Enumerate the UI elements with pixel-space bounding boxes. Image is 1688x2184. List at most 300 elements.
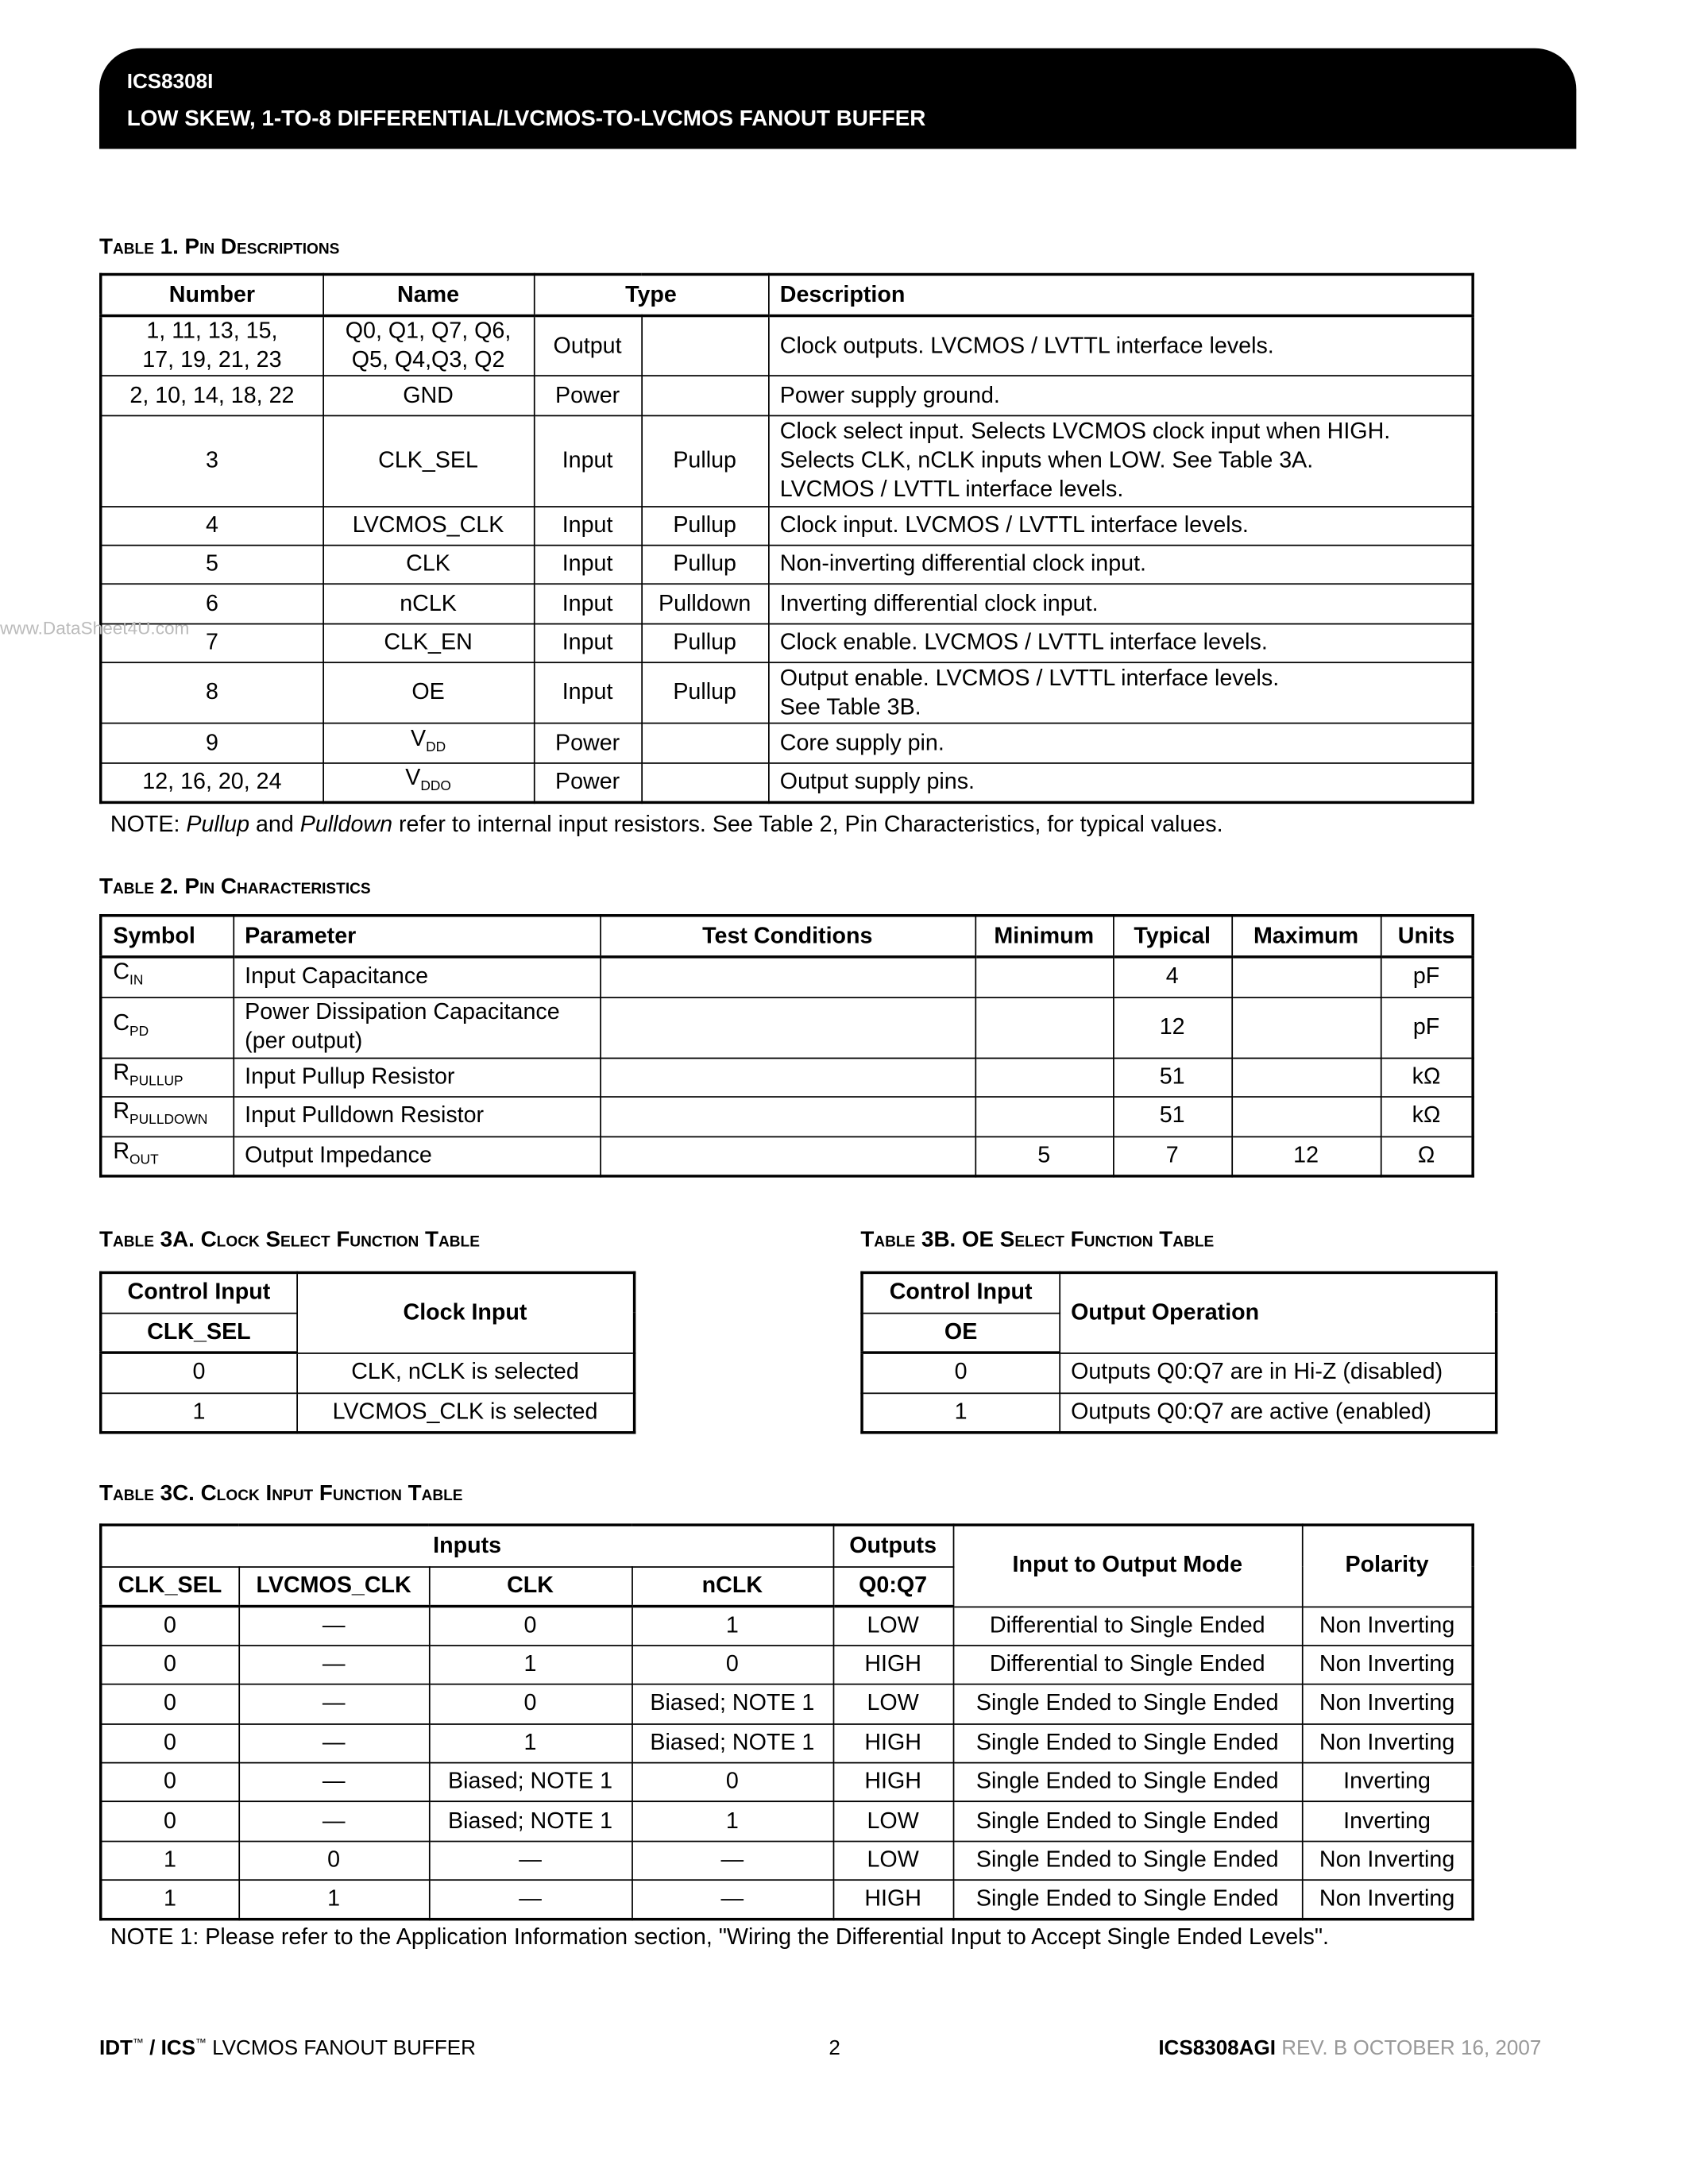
nclk-cell xyxy=(632,1802,832,1841)
result-value xyxy=(1059,1392,1496,1432)
result-value-text: Outputs Q0:Q7 are in Hi-Z (disabled) xyxy=(1071,1359,1443,1385)
pin-name xyxy=(323,662,534,723)
clk-sel-cell-text: 0 xyxy=(163,1769,176,1795)
clk-cell-text: 1 xyxy=(523,1651,537,1677)
nclk-cell xyxy=(632,1763,832,1802)
table-row xyxy=(101,584,1473,623)
polarity-cell-text: Non Inverting xyxy=(1319,1612,1455,1638)
polarity-cell-text: Non Inverting xyxy=(1319,1691,1455,1716)
polarity-cell xyxy=(1302,1763,1473,1802)
pin-resistor xyxy=(641,584,768,623)
clk-sel-cell xyxy=(101,1607,239,1646)
typical-text: 51 xyxy=(1159,1063,1185,1089)
symbol xyxy=(101,1136,234,1176)
symbol xyxy=(101,997,234,1057)
control-value xyxy=(101,1392,297,1432)
pin-name-text: OE xyxy=(411,679,445,705)
mode-cell-text: Single Ended to Single Ended xyxy=(975,1808,1279,1834)
col-header-text: CLK xyxy=(507,1572,554,1598)
test-conditions xyxy=(600,997,975,1057)
control-value xyxy=(862,1352,1059,1392)
pin-name xyxy=(323,507,534,546)
lvcmos-clk-cell-text: — xyxy=(322,1808,346,1834)
lvcmos-clk-cell xyxy=(238,1841,429,1880)
mode-cell-text: Single Ended to Single Ended xyxy=(975,1691,1279,1716)
lvcmos-clk-cell-text: — xyxy=(322,1651,346,1677)
col-header-text: Test Conditions xyxy=(702,923,873,948)
symbol-subscript: IN xyxy=(129,974,144,990)
maximum-text: 12 xyxy=(1293,1142,1319,1168)
footer-right xyxy=(1158,2036,1541,2060)
clk-sel-cell-text: 0 xyxy=(163,1691,176,1716)
minimum xyxy=(975,997,1113,1057)
symbol-text: R xyxy=(113,1098,130,1124)
polarity-cell-text: Non Inverting xyxy=(1319,1730,1455,1755)
control-value xyxy=(101,1352,297,1392)
table-row xyxy=(101,763,1473,802)
col-header-text: Maximum xyxy=(1253,923,1359,948)
header-banner xyxy=(99,48,1576,149)
mode-cell xyxy=(953,1763,1302,1802)
pin-type xyxy=(534,624,641,663)
table3c-title: Table 3C. Clock Input Function Table xyxy=(98,1482,463,1506)
note-pulldown: Pulldown xyxy=(299,812,393,837)
nclk-cell xyxy=(632,1684,832,1723)
parameter xyxy=(233,997,600,1057)
pin-description-text: Power supply ground. xyxy=(779,382,1000,408)
table-row xyxy=(101,1881,1473,1920)
output-cell xyxy=(833,1723,953,1762)
note-rest: refer to internal input resistors. See Table 2, Pin Characteristics, for typical values. xyxy=(392,812,1223,837)
clk-sel-cell xyxy=(101,1646,239,1684)
pin-number xyxy=(101,507,323,546)
table-row xyxy=(101,957,1473,997)
output-cell xyxy=(833,1763,953,1802)
table3c-note: NOTE 1: Please refer to the Application Information section, "Wiring the Differential Input to Accept Single Ended Levels". xyxy=(110,1924,1329,1950)
pin-resistor-text: Pullup xyxy=(673,448,736,473)
parameter xyxy=(233,1136,600,1176)
lvcmos-clk-cell-text: — xyxy=(322,1613,346,1638)
polarity-cell xyxy=(1302,1881,1473,1920)
col-header xyxy=(600,916,975,957)
product-name: LVCMOS FANOUT BUFFER xyxy=(206,2036,476,2060)
mode-cell-text: Single Ended to Single Ended xyxy=(975,1886,1279,1912)
clk-cell-text: Biased; NOTE 1 xyxy=(448,1769,613,1795)
output-cell xyxy=(833,1881,953,1920)
clk-cell-text: — xyxy=(519,1886,542,1912)
col-header: Control Input xyxy=(101,1272,297,1312)
pin-resistor-text: Pullup xyxy=(673,630,736,655)
mode-cell xyxy=(953,1646,1302,1684)
typical-text: 51 xyxy=(1159,1102,1185,1129)
clk-sel-cell xyxy=(101,1723,239,1762)
polarity-cell xyxy=(1302,1802,1473,1841)
pin-type xyxy=(534,507,641,546)
col-header xyxy=(1231,916,1380,957)
pin-description xyxy=(768,763,1473,802)
nclk-cell xyxy=(632,1881,832,1920)
pin-description-text: Clock outputs. LVCMOS / LVTTL interface levels. xyxy=(779,333,1274,358)
symbol-text: R xyxy=(113,1059,130,1085)
parameter-text: Input Capacitance xyxy=(245,963,429,990)
trademark: ™ xyxy=(132,2036,144,2049)
control-value xyxy=(862,1392,1059,1432)
symbol-subscript: OUT xyxy=(129,1152,159,1168)
pin-resistor xyxy=(641,376,768,415)
maximum xyxy=(1231,1096,1380,1136)
output-cell xyxy=(833,1607,953,1646)
symbol-text: R xyxy=(113,1138,130,1163)
nclk-cell-text: Biased; NOTE 1 xyxy=(650,1691,815,1716)
pin-description-text: Core supply pin. xyxy=(779,730,944,755)
clk-cell-text: — xyxy=(519,1847,542,1873)
symbol xyxy=(101,1058,234,1097)
lvcmos-clk-cell xyxy=(238,1881,429,1920)
col-header: Type xyxy=(534,274,768,315)
pin-description xyxy=(768,376,1473,415)
col-header: Number xyxy=(101,274,323,315)
parameter-text: Input Pulldown Resistor xyxy=(245,1102,485,1129)
output-cell-text: HIGH xyxy=(864,1769,921,1795)
mode-cell xyxy=(953,1881,1302,1920)
col-header xyxy=(101,1566,239,1606)
pin-type xyxy=(534,584,641,623)
table-row xyxy=(101,1058,1473,1097)
pin-resistor-text: Pullup xyxy=(673,679,736,705)
polarity-cell-text: Inverting xyxy=(1343,1769,1431,1795)
col-header: Outputs xyxy=(833,1525,953,1566)
table-row xyxy=(101,1136,1473,1176)
clk-sel-cell-text: 0 xyxy=(163,1613,176,1638)
pin-number xyxy=(101,415,323,507)
pin-description xyxy=(768,584,1473,623)
mode-cell-text: Differential to Single Ended xyxy=(989,1651,1265,1677)
pin-name xyxy=(323,546,534,585)
typical-text: 4 xyxy=(1165,963,1179,990)
document-title: LOW SKEW, 1-TO-8 DIFFERENTIAL/LVCMOS-TO-LVCMOS FANOUT BUFFER xyxy=(126,107,926,131)
col-header: Name xyxy=(323,274,534,315)
output-cell xyxy=(833,1684,953,1723)
pin-resistor-text: Pullup xyxy=(673,551,736,577)
lvcmos-clk-cell-text: — xyxy=(322,1730,346,1755)
col-header xyxy=(1381,916,1473,957)
clk-cell-text: 1 xyxy=(523,1730,537,1755)
lvcmos-clk-cell-text: 1 xyxy=(327,1886,341,1912)
control-value-text: 1 xyxy=(954,1399,968,1424)
clk-cell xyxy=(429,1646,632,1684)
minimum xyxy=(975,1136,1113,1176)
table-row xyxy=(862,1352,1497,1392)
pin-description xyxy=(768,624,1473,663)
pin-name xyxy=(323,723,534,763)
pin-type-text: Output xyxy=(553,333,622,358)
pin-type xyxy=(534,376,641,415)
note-and: and xyxy=(249,812,300,837)
units-text: pF xyxy=(1412,1013,1440,1040)
pin-number-text: 5 xyxy=(205,551,218,577)
table-row xyxy=(101,662,1473,723)
output-cell-text: HIGH xyxy=(864,1730,921,1755)
col-header: Inputs xyxy=(101,1525,833,1566)
output-cell-text: LOW xyxy=(867,1847,919,1873)
pin-resistor xyxy=(641,723,768,763)
clk-cell-text: Biased; NOTE 1 xyxy=(448,1808,613,1834)
pin-number xyxy=(101,763,323,802)
nclk-cell-text: 1 xyxy=(725,1808,739,1834)
table1-note xyxy=(110,812,1223,839)
clk-cell xyxy=(429,1763,632,1802)
table-row xyxy=(101,1684,1473,1723)
symbol-subscript: PULLUP xyxy=(129,1073,183,1089)
clk-cell xyxy=(429,1802,632,1841)
pin-number-text: 6 xyxy=(205,590,218,616)
output-cell xyxy=(833,1841,953,1880)
pin-description-text: Inverting differential clock input. xyxy=(779,590,1099,616)
col-header-text: CLK_SEL xyxy=(118,1572,222,1598)
typical xyxy=(1113,1136,1231,1176)
lvcmos-clk-cell xyxy=(238,1802,429,1841)
pin-name-subscript: DDO xyxy=(420,778,451,794)
table-row xyxy=(101,1802,1473,1841)
units-text: kΩ xyxy=(1412,1102,1441,1129)
minimum xyxy=(975,957,1113,997)
brand-idt: IDT xyxy=(98,2036,133,2060)
pin-name xyxy=(323,763,534,802)
table-row xyxy=(101,1841,1473,1880)
pin-type-text: Input xyxy=(562,512,613,538)
revision-date: REV. B OCTOBER 16, 2007 xyxy=(1275,2036,1542,2060)
lvcmos-clk-cell-text: — xyxy=(322,1769,346,1795)
symbol-text: C xyxy=(113,959,130,986)
mode-cell xyxy=(953,1841,1302,1880)
clk-sel-cell-text: 0 xyxy=(163,1730,176,1755)
lvcmos-clk-cell xyxy=(238,1607,429,1646)
parameter-text: Output Impedance xyxy=(245,1142,432,1168)
clk-sel-cell xyxy=(101,1881,239,1920)
col-header-text: LVCMOS_CLK xyxy=(256,1572,411,1598)
pin-name-text: CLK xyxy=(406,551,450,577)
table-row xyxy=(101,316,1473,376)
clk-sel-cell xyxy=(101,1802,239,1841)
clk-cell-text: 0 xyxy=(523,1613,537,1638)
pin-number xyxy=(101,376,323,415)
clk-cell xyxy=(429,1841,632,1880)
pin-type-text: Input xyxy=(562,630,613,655)
table-row xyxy=(101,1607,1473,1646)
test-conditions xyxy=(600,1136,975,1176)
col-header xyxy=(238,1566,429,1606)
table-row xyxy=(101,1352,635,1392)
output-cell-text: HIGH xyxy=(864,1651,921,1677)
nclk-cell-text: 0 xyxy=(725,1769,739,1795)
units-text: kΩ xyxy=(1412,1063,1441,1089)
clk-sel-cell xyxy=(101,1841,239,1880)
units xyxy=(1381,997,1473,1057)
lvcmos-clk-cell-text: 0 xyxy=(327,1847,341,1873)
table-row xyxy=(101,997,1473,1057)
clock-input-function-table xyxy=(99,1523,1474,1920)
pin-number-text: 4 xyxy=(205,512,218,538)
polarity-cell-text: Non Inverting xyxy=(1319,1886,1455,1912)
col-header xyxy=(233,916,600,957)
pin-type-text: Input xyxy=(562,448,613,473)
pin-name-text: GND xyxy=(403,382,454,408)
test-conditions xyxy=(600,1096,975,1136)
test-conditions xyxy=(600,957,975,997)
col-header-text: Q0:Q7 xyxy=(859,1572,928,1598)
clk-sel-cell xyxy=(101,1684,239,1723)
pin-name-text: nCLK xyxy=(400,590,457,616)
output-cell-text: LOW xyxy=(867,1613,919,1638)
pin-number xyxy=(101,316,323,376)
table-row xyxy=(101,723,1473,763)
pin-resistor xyxy=(641,546,768,585)
col-header: Input to Output Mode xyxy=(953,1525,1302,1606)
pin-description xyxy=(768,723,1473,763)
col-header xyxy=(975,916,1113,957)
symbol xyxy=(101,957,234,997)
minimum-text: 5 xyxy=(1037,1142,1051,1168)
col-header-text: nCLK xyxy=(701,1572,763,1598)
clk-cell xyxy=(429,1723,632,1762)
result-value xyxy=(296,1352,634,1392)
col-header xyxy=(833,1566,953,1606)
pin-name-text: CLK_SEL xyxy=(378,448,478,473)
pin-number-text: 3 xyxy=(205,448,218,473)
col-header-text: Minimum xyxy=(994,923,1095,948)
result-value xyxy=(1059,1352,1496,1392)
pin-number xyxy=(101,662,323,723)
units-text: Ω xyxy=(1417,1142,1435,1168)
lvcmos-clk-cell xyxy=(238,1684,429,1723)
control-value-text: 0 xyxy=(192,1360,206,1385)
typical xyxy=(1113,1058,1231,1097)
oe-select-table xyxy=(860,1271,1497,1434)
pin-description-text: Output supply pins. xyxy=(779,769,975,794)
lvcmos-clk-cell xyxy=(238,1723,429,1762)
result-value xyxy=(296,1392,634,1432)
parameter xyxy=(233,957,600,997)
mode-cell-text: Single Ended to Single Ended xyxy=(975,1847,1279,1873)
units xyxy=(1381,1096,1473,1136)
pin-name xyxy=(323,415,534,507)
symbol xyxy=(101,1096,234,1136)
col-header: Description xyxy=(768,274,1473,315)
clk-sel-cell-text: 1 xyxy=(163,1847,176,1873)
pin-description-text: Non-inverting differential clock input. xyxy=(779,551,1147,577)
pin-description xyxy=(768,316,1473,376)
table-row xyxy=(101,1763,1473,1802)
polarity-cell-text: Non Inverting xyxy=(1319,1847,1455,1873)
pin-name-subscript: DD xyxy=(426,739,446,755)
pin-name-text: V xyxy=(405,765,421,790)
symbol-subscript: PULLDOWN xyxy=(129,1113,208,1129)
mode-cell xyxy=(953,1723,1302,1762)
pin-resistor-text: Pullup xyxy=(673,512,736,538)
parameter xyxy=(233,1058,600,1097)
mode-cell xyxy=(953,1684,1302,1723)
pin-description xyxy=(768,546,1473,585)
test-conditions xyxy=(600,1058,975,1097)
pin-name xyxy=(323,316,534,376)
table1-title: Table 1. Pin Descriptions xyxy=(98,235,340,260)
maximum xyxy=(1231,957,1380,997)
col-header: Polarity xyxy=(1302,1525,1473,1606)
col-header-text: Units xyxy=(1397,923,1455,948)
pin-name-text: CLK_EN xyxy=(384,630,473,655)
pin-resistor xyxy=(641,662,768,723)
col-header-text: Symbol xyxy=(113,923,195,948)
table-row xyxy=(101,1646,1473,1684)
output-cell-text: LOW xyxy=(867,1691,919,1716)
col-header xyxy=(632,1566,832,1606)
units xyxy=(1381,957,1473,997)
table-row xyxy=(101,624,1473,663)
polarity-cell-text: Non Inverting xyxy=(1319,1651,1455,1677)
table2-title: Table 2. Pin Characteristics xyxy=(98,875,371,899)
output-cell-text: LOW xyxy=(867,1808,919,1834)
nclk-cell-text: 0 xyxy=(725,1651,739,1677)
table-row xyxy=(101,1392,635,1432)
pin-name xyxy=(323,584,534,623)
polarity-cell xyxy=(1302,1684,1473,1723)
pin-number-text: 2, 10, 14, 18, 22 xyxy=(129,382,295,408)
typical xyxy=(1113,957,1231,997)
result-value-text: Outputs Q0:Q7 are active (enabled) xyxy=(1071,1399,1431,1424)
units xyxy=(1381,1136,1473,1176)
nclk-cell xyxy=(632,1723,832,1762)
clk-cell-text: 0 xyxy=(523,1691,537,1716)
maximum xyxy=(1231,1136,1380,1176)
pin-resistor-text: Pulldown xyxy=(659,590,751,616)
pin-type xyxy=(534,723,641,763)
mode-cell-text: Single Ended to Single Ended xyxy=(975,1769,1279,1795)
minimum xyxy=(975,1058,1113,1097)
typical xyxy=(1113,1096,1231,1136)
pin-number-text: 7 xyxy=(205,630,218,655)
pin-name-text: Q0, Q1, Q7, Q6, Q5, Q4,Q3, Q2 xyxy=(345,318,512,372)
clk-sel-cell-text: 0 xyxy=(163,1651,176,1677)
col-header: OE xyxy=(862,1313,1059,1352)
table-row xyxy=(101,415,1473,507)
pin-number-text: 8 xyxy=(205,679,218,705)
watermark: www.DataSheet4U.com xyxy=(0,617,190,639)
table-row xyxy=(101,1723,1473,1762)
table-row xyxy=(101,546,1473,585)
polarity-cell xyxy=(1302,1607,1473,1646)
pin-resistor xyxy=(641,624,768,663)
col-header: CLK_SEL xyxy=(101,1313,297,1352)
pin-type xyxy=(534,662,641,723)
pin-type-text: Input xyxy=(562,551,613,577)
pin-resistor xyxy=(641,507,768,546)
clk-cell xyxy=(429,1881,632,1920)
pin-descriptions-table xyxy=(99,273,1474,804)
pin-description xyxy=(768,415,1473,507)
nclk-cell xyxy=(632,1841,832,1880)
pin-description xyxy=(768,507,1473,546)
pin-number-text: 12, 16, 20, 24 xyxy=(142,769,282,794)
nclk-cell-text: — xyxy=(720,1847,744,1873)
mode-cell xyxy=(953,1802,1302,1841)
col-header xyxy=(429,1566,632,1606)
pin-number-text: 1, 11, 13, 15, 17, 19, 21, 23 xyxy=(142,318,282,372)
table-row xyxy=(101,376,1473,415)
clock-select-table xyxy=(99,1271,635,1434)
maximum xyxy=(1231,1058,1380,1097)
col-header xyxy=(1113,916,1231,957)
pin-name-text: V xyxy=(410,726,427,751)
